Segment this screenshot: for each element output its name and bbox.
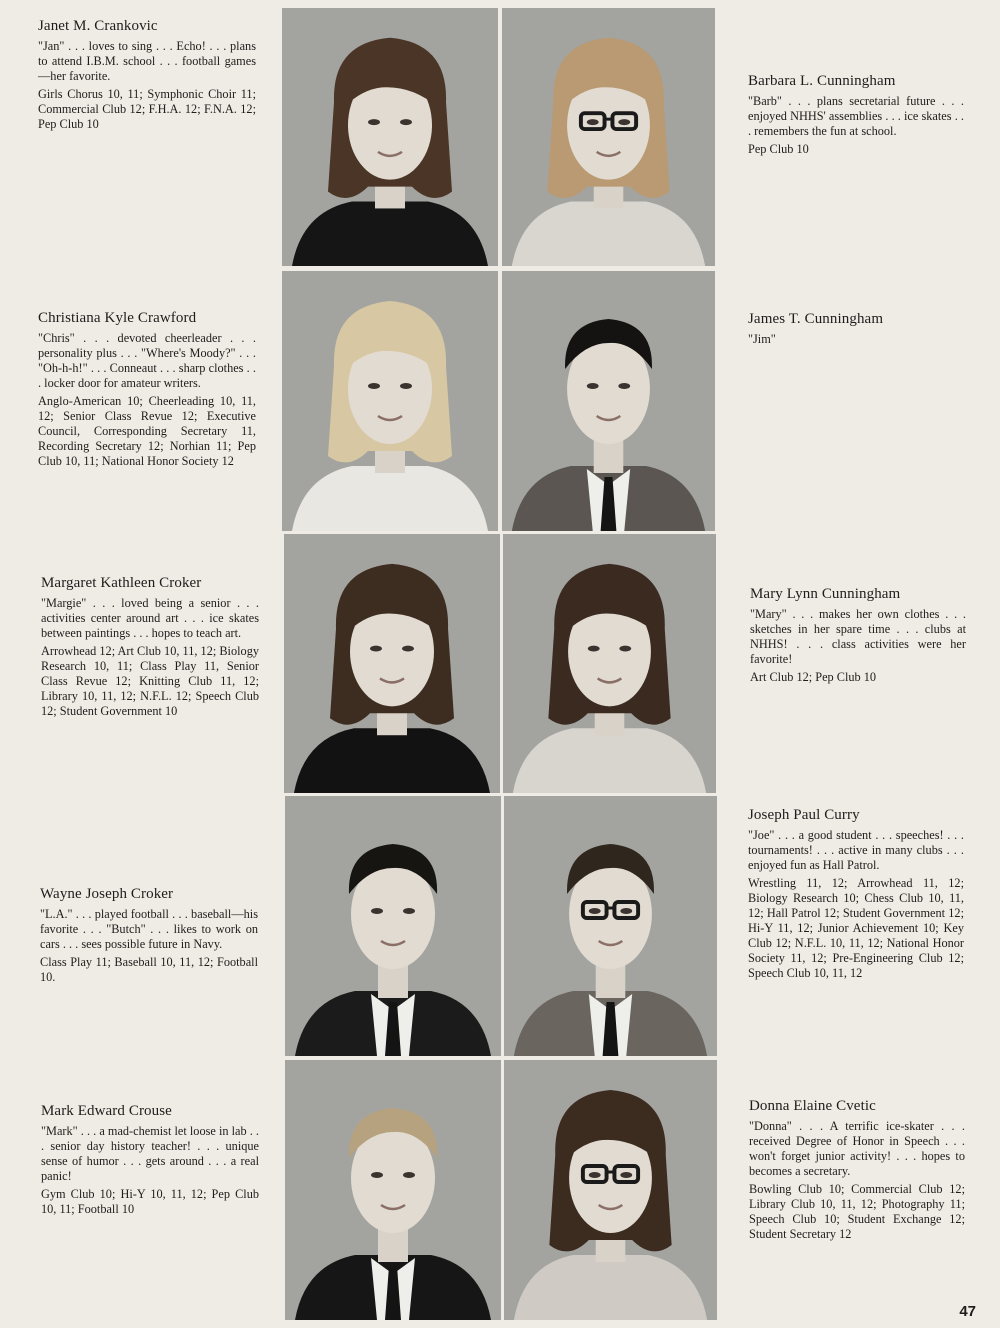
- portrait-photo-mary-cunningham: [503, 534, 716, 793]
- portrait-photo-wayne-croker: [285, 796, 501, 1056]
- entry-mary-cunningham: [750, 585, 966, 685]
- student-bio: "L.A." . . . played football . . . baseball—his favorite . . . "Butch" . . . likes to work on cars . . . sees possible future in Navy.: [40, 907, 258, 951]
- student-bio: "Chris" . . . devoted cheerleader . . . personality plus . . . "Where's Moody?" . . . "Oh-h-h!" . . . Conneaut . . . sharp clothes . . . locker door for amateur writers.: [38, 331, 256, 390]
- student-bio: "Margie" . . . loved being a senior . . . activities center around art . . . ice skates between paintings . . . hopes to teach art.: [41, 596, 259, 640]
- student-bio: "Barb" . . . plans secretarial future . . . enjoyed NHHS' assemblies . . . ice skates . . . remembers the fun at school.: [748, 94, 964, 138]
- page-number: 47: [959, 1303, 976, 1320]
- portrait-photo-mark-crouse: [285, 1060, 501, 1320]
- student-activities: Art Club 12; Pep Club 10: [750, 670, 877, 684]
- portrait-drawing: [284, 534, 500, 793]
- portrait-photo-james-cunningham: [502, 271, 715, 531]
- portrait-photo-donna-cvetic: [504, 1060, 717, 1320]
- student-activities: Gym Club 10; Hi-Y 10, 11, 12; Pep Club 10, 11; Football 10: [41, 1187, 259, 1216]
- entry-mark-crouse: [41, 1102, 259, 1217]
- entry-christiana-crawford: [38, 309, 256, 469]
- entry-wayne-croker: [40, 885, 258, 985]
- portrait-photo-christiana-crawford: [282, 271, 498, 531]
- student-bio: "Mark" . . . a mad-chemist let loose in lab . . . senior day history teacher! . . . unique sense of humor . . . gets around . . . a real panic!: [41, 1124, 259, 1183]
- student-name: Margaret Kathleen Croker: [41, 575, 202, 591]
- student-name: Donna Elaine Cvetic: [749, 1098, 876, 1114]
- entry-margaret-croker: [41, 574, 259, 719]
- student-bio: "Donna" . . . A terrific ice-skater . . . received Degree of Honor in Speech . . . won't forget junior activity! . . . hopes to becomes a secretary.: [749, 1119, 965, 1178]
- student-activities: Anglo-American 10; Cheerleading 10, 11, 12; Senior Class Revue 12; Executive Council, Corresponding Secretary 11, Recording Secretary 12; Norhian 11; Pep Club 10, 11; National Honor Society 12: [38, 394, 256, 468]
- student-name: Janet M. Crankovic: [38, 18, 158, 34]
- portrait-photo-margaret-croker: [284, 534, 500, 793]
- student-name: Mary Lynn Cunningham: [750, 586, 901, 602]
- student-name: Joseph Paul Curry: [748, 807, 860, 823]
- portrait-drawing: [282, 271, 498, 531]
- portrait-drawing: [504, 1060, 717, 1320]
- portrait-photo-janet-crankovic: [282, 8, 498, 266]
- portrait-photo-barbara-cunningham: [502, 8, 715, 266]
- student-activities: Arrowhead 12; Art Club 10, 11, 12; Biology Research 10, 11; Class Play 11, Senior Class Revue 12; Knitting Club 11, 12; Library 10, 11, 12; N.F.L. 12; Speech Club 12; Student Government 10: [41, 644, 259, 718]
- portrait-drawing: [282, 8, 498, 266]
- portrait-drawing: [285, 1060, 501, 1320]
- student-name: Wayne Joseph Croker: [40, 886, 174, 902]
- student-activities: Class Play 11; Baseball 10, 11, 12; Football 10.: [40, 955, 258, 984]
- entry-janet-crankovic: [38, 17, 256, 132]
- portrait-photo-joseph-curry: [504, 796, 717, 1056]
- student-bio: "Jim": [748, 332, 776, 346]
- portrait-drawing: [285, 796, 501, 1056]
- entry-joseph-curry: [748, 806, 964, 981]
- student-activities: Bowling Club 10; Commercial Club 12; Library Club 10, 11, 12; Photography 11; Speech Club 10; Student Exchange 12; Student Secretary 12: [749, 1182, 965, 1241]
- student-activities: Girls Chorus 10, 11; Symphonic Choir 11; Commercial Club 12; F.H.A. 12; F.N.A. 12; Pep Club 10: [38, 87, 256, 131]
- entry-donna-cvetic: [749, 1097, 965, 1242]
- student-activities: Pep Club 10: [748, 142, 809, 156]
- student-name: Christiana Kyle Crawford: [38, 310, 197, 326]
- student-name: James T. Cunningham: [748, 311, 884, 327]
- portrait-drawing: [504, 796, 717, 1056]
- student-bio: "Joe" . . . a good student . . . speeches! . . . tournaments! . . . active in many clubs . . . enjoyed fun as Hall Patrol.: [748, 828, 964, 872]
- student-bio: "Mary" . . . makes her own clothes . . . sketches in her spare time . . . clubs at NHHS! . . . class activities were her favorite!: [750, 607, 966, 666]
- student-bio: "Jan" . . . loves to sing . . . Echo! . . . plans to attend I.B.M. school . . . football games—her favorite.: [38, 39, 256, 83]
- portrait-drawing: [503, 534, 716, 793]
- entry-james-cunningham: [748, 310, 964, 347]
- student-name: Barbara L. Cunningham: [748, 73, 896, 89]
- entry-barbara-cunningham: [748, 72, 964, 157]
- portrait-drawing: [502, 271, 715, 531]
- portrait-drawing: [502, 8, 715, 266]
- student-activities: Wrestling 11, 12; Arrowhead 11, 12; Biology Research 10; Chess Club 10, 11, 12; Hall Patrol 12; Student Government 12; Hi-Y 11, 12; Junior Achievement 10; Key Club 12; N.F.L. 10, 11, 12; National Honor Society 11, 12; Pre-Engineering Club 12; Speech Club 10, 11, 12: [748, 876, 964, 980]
- student-name: Mark Edward Crouse: [41, 1103, 172, 1119]
